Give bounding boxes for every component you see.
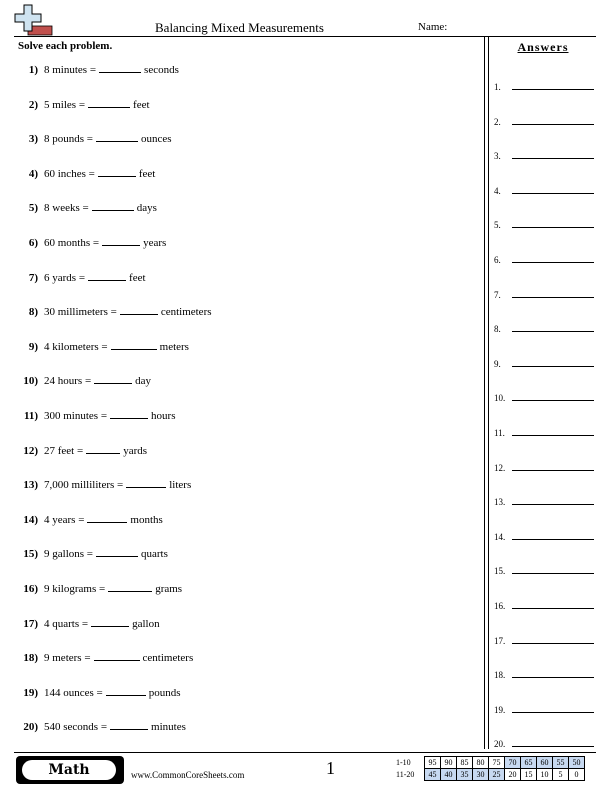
problem-unit: gallon xyxy=(132,617,160,630)
problem-quantity: 9 meters = xyxy=(44,652,91,665)
problem-item xyxy=(16,304,212,320)
answer-number: 17. xyxy=(494,635,506,646)
answer-line[interactable] xyxy=(512,262,594,263)
answer-row xyxy=(494,355,594,369)
answer-row xyxy=(494,182,594,196)
score-cell: 10 xyxy=(537,769,553,781)
problem-unit: quarts xyxy=(140,548,168,561)
math-logo-icon xyxy=(14,4,54,38)
answer-blank[interactable] xyxy=(110,719,148,730)
score-cell: 25 xyxy=(489,769,505,781)
problem-quantity: 30 millimeters = xyxy=(44,306,117,319)
problem-quantity: 27 feet = xyxy=(44,444,84,457)
answer-blank[interactable] xyxy=(96,546,138,557)
problem-number: 11) xyxy=(23,410,38,422)
problem-item xyxy=(16,581,182,597)
answer-line[interactable] xyxy=(512,677,594,678)
answer-number: 15. xyxy=(494,566,506,577)
answer-row xyxy=(494,424,594,438)
score-table xyxy=(396,756,585,781)
answer-number: 6. xyxy=(494,255,501,265)
answer-blank[interactable] xyxy=(99,62,141,73)
problem-number: 16) xyxy=(23,583,38,595)
answer-row xyxy=(494,528,594,542)
problem-quantity: 8 weeks = xyxy=(44,202,89,215)
worksheet-title: Balancing Mixed Measurements xyxy=(155,20,324,35)
answer-line[interactable] xyxy=(512,366,594,367)
answer-blank[interactable] xyxy=(98,166,136,177)
answer-row xyxy=(494,147,594,161)
problem-unit: feet xyxy=(138,167,156,180)
answer-number: 20. xyxy=(494,739,506,750)
answer-line[interactable] xyxy=(512,539,594,540)
problem-number: 15) xyxy=(23,548,38,561)
answer-number: 14. xyxy=(494,531,506,542)
problem-unit: centimeters xyxy=(142,652,194,665)
column-divider xyxy=(484,37,485,749)
answer-blank[interactable] xyxy=(94,650,140,661)
column-divider-inner xyxy=(488,37,489,749)
problem-item xyxy=(16,546,168,562)
answer-line[interactable] xyxy=(512,573,594,574)
answer-row xyxy=(494,493,594,507)
score-cell: 15 xyxy=(521,769,537,781)
answer-line[interactable] xyxy=(512,193,594,194)
answer-blank[interactable] xyxy=(94,373,132,384)
problem-quantity: 9 kilograms = xyxy=(44,583,106,595)
score-range-label: 1-10 xyxy=(396,758,411,767)
answer-number: 11. xyxy=(494,428,505,438)
problem-quantity: 5 miles = xyxy=(44,98,86,111)
answer-row xyxy=(494,286,594,300)
answer-number: 5. xyxy=(494,220,501,231)
answer-blank[interactable] xyxy=(108,581,152,592)
answer-line[interactable] xyxy=(512,608,594,609)
problem-unit: feet xyxy=(129,271,146,284)
answer-blank[interactable] xyxy=(106,685,146,696)
answer-number: 1. xyxy=(494,82,501,92)
answer-number: 10. xyxy=(494,393,506,404)
problem-unit: liters xyxy=(169,479,192,492)
problem-item xyxy=(16,477,191,493)
answer-number: 8. xyxy=(494,324,501,335)
answer-line[interactable] xyxy=(512,504,594,505)
score-cell: 45 xyxy=(425,769,441,781)
answers-heading: Answers xyxy=(517,40,569,54)
instructions: Solve each problem. xyxy=(18,40,113,52)
answer-row xyxy=(494,735,594,749)
score-cell: 70 xyxy=(505,757,521,769)
problem-unit: centimeters xyxy=(160,306,212,319)
subject-badge xyxy=(16,756,124,784)
header-rule xyxy=(14,36,596,37)
answer-row xyxy=(494,459,594,473)
answer-blank[interactable] xyxy=(88,270,126,281)
score-range-label: 11-20 xyxy=(396,770,415,779)
problem-item xyxy=(16,166,155,182)
score-cell: 80 xyxy=(473,757,489,769)
page-number: 1 xyxy=(326,758,335,778)
problem-number: 2) xyxy=(28,98,38,111)
answer-blank[interactable] xyxy=(88,97,130,108)
answer-number: 4. xyxy=(494,185,501,196)
answer-row xyxy=(494,113,594,127)
problem-quantity: 4 kilometers = xyxy=(44,340,108,353)
answer-number: 3. xyxy=(494,151,501,162)
answer-line[interactable] xyxy=(512,712,594,713)
score-row xyxy=(396,757,585,769)
answer-row xyxy=(494,701,594,715)
problem-quantity: 540 seconds = xyxy=(44,721,108,734)
problem-quantity: 24 hours = xyxy=(44,375,92,388)
answer-line[interactable] xyxy=(512,435,594,436)
answer-row xyxy=(494,632,594,646)
answer-row xyxy=(494,597,594,611)
problem-item xyxy=(16,339,189,355)
answer-line[interactable] xyxy=(512,470,594,471)
problem-number: 13) xyxy=(23,479,38,492)
score-cell: 65 xyxy=(521,757,537,769)
footer-rule xyxy=(14,752,596,753)
answer-number: 9. xyxy=(494,358,501,369)
answer-blank[interactable] xyxy=(87,512,127,523)
problem-number: 12) xyxy=(23,444,38,457)
answer-line[interactable] xyxy=(512,89,594,90)
problem-unit: grams xyxy=(155,583,183,595)
score-cell: 75 xyxy=(489,757,505,769)
problem-number: 9) xyxy=(28,340,38,353)
problem-number: 8) xyxy=(28,306,38,319)
answer-blank[interactable] xyxy=(111,339,157,350)
problem-number: 20) xyxy=(23,721,38,734)
answer-blank[interactable] xyxy=(92,200,134,211)
answer-number: 18. xyxy=(494,670,506,681)
answer-row xyxy=(494,251,594,265)
problem-quantity: 300 minutes = xyxy=(44,410,108,422)
problem-item xyxy=(16,373,151,389)
answer-row xyxy=(494,666,594,680)
problem-number: 5) xyxy=(28,202,38,215)
website-link[interactable]: www.CommonCoreSheets.com xyxy=(131,770,245,780)
problem-item xyxy=(16,97,150,113)
problem-number: 18) xyxy=(23,652,38,665)
problem-unit: hours xyxy=(151,410,176,422)
problem-number: 10) xyxy=(23,375,38,388)
problem-number: 19) xyxy=(23,686,38,699)
problem-unit: days xyxy=(136,202,157,215)
answer-line[interactable] xyxy=(512,746,594,747)
problem-number: 14) xyxy=(23,513,38,526)
problem-number: 4) xyxy=(28,167,38,180)
problem-quantity: 4 quarts = xyxy=(44,617,89,630)
problem-quantity: 4 years = xyxy=(44,513,85,526)
answer-line[interactable] xyxy=(512,331,594,332)
problem-item xyxy=(16,62,179,78)
problem-quantity: 60 months = xyxy=(44,237,100,249)
problem-item xyxy=(16,235,166,251)
answer-number: 16. xyxy=(494,601,506,611)
problem-item xyxy=(16,719,186,735)
answer-line[interactable] xyxy=(512,227,594,228)
score-cell: 90 xyxy=(441,757,457,769)
problem-item xyxy=(16,443,147,459)
problem-number: 3) xyxy=(28,133,38,146)
problem-unit: day xyxy=(135,375,152,388)
problem-item xyxy=(16,685,181,701)
score-cell: 85 xyxy=(457,757,473,769)
problem-quantity: 8 pounds = xyxy=(44,133,93,146)
score-cell: 60 xyxy=(537,757,553,769)
answer-number: 7. xyxy=(494,289,501,300)
problem-number: 7) xyxy=(28,271,38,284)
problem-quantity: 144 ounces = xyxy=(44,686,103,699)
score-cell: 30 xyxy=(473,769,489,781)
score-cell: 50 xyxy=(569,757,585,769)
answer-number: 19. xyxy=(494,704,506,715)
answer-blank[interactable] xyxy=(126,477,166,488)
problem-unit: seconds xyxy=(144,64,179,76)
problem-unit: pounds xyxy=(148,686,181,699)
answer-blank[interactable] xyxy=(102,235,140,246)
answer-blank[interactable] xyxy=(91,616,129,627)
answer-blank[interactable] xyxy=(120,304,158,315)
problem-item xyxy=(16,270,146,286)
answer-line[interactable] xyxy=(512,158,594,159)
answer-line[interactable] xyxy=(512,297,594,298)
score-cell: 35 xyxy=(457,769,473,781)
problem-unit: meters xyxy=(159,340,189,353)
problem-item xyxy=(16,512,163,528)
answer-row xyxy=(494,389,594,403)
problem-unit: years xyxy=(143,237,167,249)
score-cell: 55 xyxy=(553,757,569,769)
answer-line[interactable] xyxy=(512,400,594,401)
answer-blank[interactable] xyxy=(96,131,138,142)
problem-quantity: 60 inches = xyxy=(44,167,95,180)
answer-row xyxy=(494,320,594,334)
answer-line[interactable] xyxy=(512,643,594,644)
score-cell: 40 xyxy=(441,769,457,781)
score-cell: 95 xyxy=(425,757,441,769)
answer-row xyxy=(494,216,594,230)
problem-quantity: 7,000 milliliters = xyxy=(44,479,124,492)
problem-quantity: 9 gallons = xyxy=(44,548,93,561)
answer-number: 13. xyxy=(494,497,506,508)
problem-item xyxy=(16,131,172,147)
problem-number: 6) xyxy=(28,237,38,249)
problem-unit: yards xyxy=(123,444,148,457)
problem-number: 17) xyxy=(23,617,38,630)
answer-blank[interactable] xyxy=(110,408,148,419)
problem-item xyxy=(16,200,157,216)
problem-unit: feet xyxy=(133,98,150,111)
problem-item xyxy=(16,650,193,666)
problem-unit: months xyxy=(130,513,163,526)
answer-number: 12. xyxy=(494,462,506,473)
problem-quantity: 6 yards = xyxy=(44,271,86,284)
problem-unit: minutes xyxy=(151,721,186,734)
score-cell: 0 xyxy=(569,769,585,781)
answer-line[interactable] xyxy=(512,124,594,125)
answer-row xyxy=(494,78,594,92)
answer-row xyxy=(494,562,594,576)
answer-number: 2. xyxy=(494,116,501,127)
problem-unit: ounces xyxy=(140,133,172,146)
problem-item xyxy=(16,408,176,424)
score-cell: 20 xyxy=(505,769,521,781)
problem-quantity: 8 minutes = xyxy=(44,64,97,76)
score-row xyxy=(396,769,585,781)
subject-label: Math xyxy=(22,760,116,780)
problem-number: 1) xyxy=(28,64,38,76)
score-cell: 5 xyxy=(553,769,569,781)
name-label: Name: xyxy=(418,21,448,33)
problem-item xyxy=(16,616,160,632)
answer-blank[interactable] xyxy=(86,443,120,454)
